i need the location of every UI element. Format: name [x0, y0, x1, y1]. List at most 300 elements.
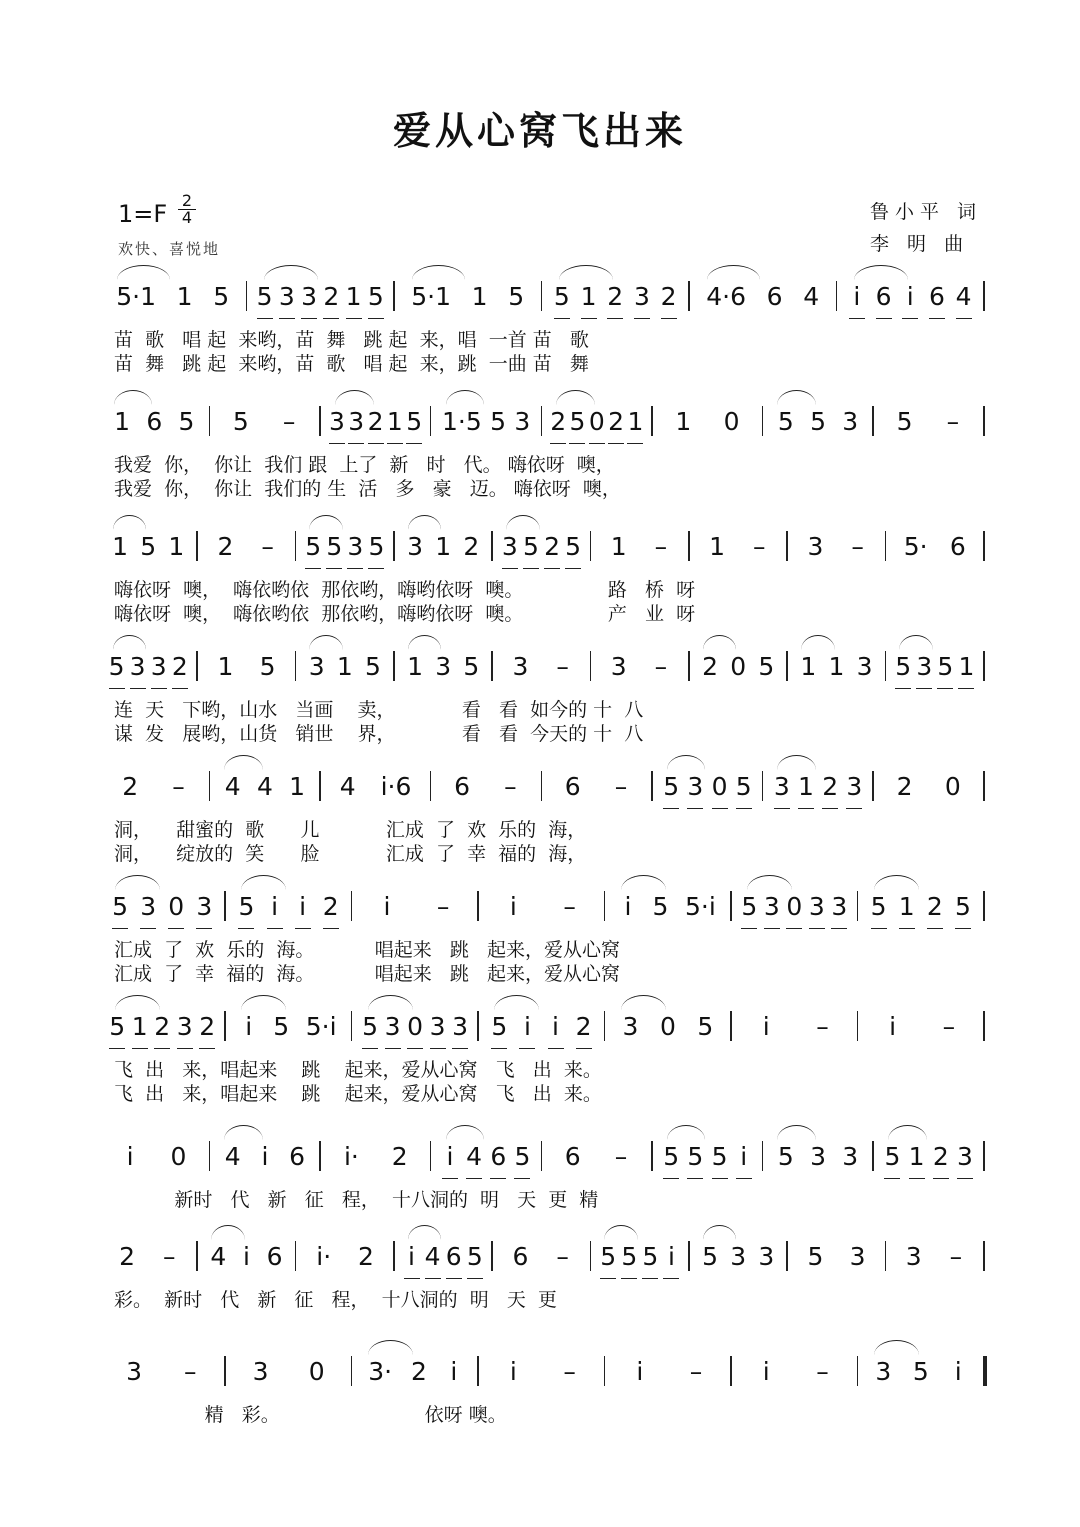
measure: [612, 1005, 724, 1055]
barline: [319, 1141, 321, 1171]
note: 3: [196, 892, 212, 929]
measure: [612, 1350, 724, 1400]
note: 5: [140, 532, 157, 561]
note: 2: [122, 772, 139, 801]
note: 3: [831, 892, 847, 929]
slur: [667, 1125, 706, 1140]
note: 6: [490, 1142, 506, 1179]
barline: [857, 1356, 859, 1386]
measure: [106, 1135, 203, 1185]
slur: [621, 995, 666, 1010]
measure: [499, 1235, 583, 1285]
barline: [590, 1241, 592, 1271]
slur: [446, 1125, 485, 1140]
measure: [549, 765, 646, 815]
measure: [359, 1350, 471, 1400]
note: 3: [810, 1142, 826, 1171]
barline: [872, 771, 874, 801]
slur: [874, 1340, 919, 1355]
note: 5: [491, 1012, 507, 1049]
note: 3: [764, 892, 780, 929]
note: 5: [687, 1142, 703, 1179]
notes-row: [100, 885, 985, 935]
note: 2: [172, 652, 188, 689]
note: 5: [467, 1242, 483, 1279]
barline: [491, 1241, 493, 1271]
lyric-line: 洞， 绽放的 笑 脸 汇成 了 幸 福的 海，: [114, 843, 587, 865]
barline: [224, 891, 226, 921]
barline: [872, 1141, 874, 1171]
slur: [888, 1125, 927, 1140]
note: –: [436, 892, 450, 921]
note: 1: [132, 1012, 148, 1049]
note: 5: [741, 892, 757, 929]
barline: [688, 651, 690, 681]
note: 5: [697, 1012, 714, 1041]
barline: [983, 651, 985, 681]
note: 1: [581, 282, 597, 319]
barline: [730, 891, 732, 921]
measure: [770, 400, 867, 450]
note: –: [851, 532, 864, 561]
measure: [598, 1235, 682, 1285]
note: 5: [368, 532, 384, 569]
slur: [211, 1225, 245, 1240]
barline: [477, 1011, 479, 1041]
note: 0: [712, 772, 728, 809]
slur: [408, 1225, 442, 1240]
note: 4: [210, 1242, 227, 1271]
note: 5: [368, 282, 384, 319]
note: –: [282, 407, 296, 436]
measure: [598, 525, 682, 575]
note: 6: [564, 1142, 581, 1171]
staff-system: [100, 885, 985, 983]
note: 5: [257, 282, 273, 319]
note: 3: [308, 652, 325, 681]
note: 1: [336, 652, 353, 681]
note: 2: [323, 282, 339, 319]
barline: [491, 651, 493, 681]
barline: [224, 1356, 226, 1386]
note: 5: [109, 1012, 125, 1049]
note: 0: [723, 407, 740, 436]
note: 4: [224, 1142, 241, 1171]
note: 3: [347, 532, 363, 569]
note: –: [654, 652, 668, 681]
measure: [401, 645, 485, 695]
measure: [106, 525, 190, 575]
measure: [106, 1005, 218, 1055]
notes-row: [100, 1235, 985, 1285]
note: 3: [875, 1357, 892, 1386]
barline: [885, 1241, 887, 1271]
barline: [351, 1356, 353, 1386]
note: –: [614, 1142, 628, 1171]
measure: [696, 645, 780, 695]
note: 3: [329, 407, 345, 444]
slur: [408, 635, 442, 650]
note: 0: [168, 892, 184, 929]
barline: [872, 406, 874, 436]
note: 5: [895, 652, 911, 689]
measure: [549, 275, 683, 325]
note: 3: [846, 772, 862, 809]
barline: [786, 531, 788, 561]
note: 5: [702, 1242, 718, 1271]
note: –: [184, 1357, 197, 1386]
measure: [659, 765, 756, 815]
note: 2: [607, 282, 623, 319]
note: 2: [463, 532, 480, 561]
measure: [738, 1005, 850, 1055]
barline: [319, 771, 321, 801]
note: i: [954, 1357, 962, 1386]
lyric-line: 谋 发 展哟，山货 销世 界， 看 看 今天的 十 八: [114, 723, 644, 745]
barline: [651, 771, 653, 801]
lyric-line: 嗨依呀 噢， 嗨依哟依 那依哟，嗨哟依呀 噢。 路 桥 呀: [114, 579, 696, 601]
note: 3: [730, 1242, 747, 1271]
composer-credit: 李 明 曲: [870, 233, 970, 255]
barline: [196, 651, 198, 681]
note: 3: [430, 1012, 446, 1049]
note: 5: [463, 652, 480, 681]
note: 2: [391, 1142, 408, 1171]
note: i: [509, 892, 517, 921]
note: 6: [766, 282, 783, 311]
note: –: [556, 1242, 569, 1271]
note: 5: [663, 1142, 679, 1179]
measure: [893, 645, 977, 695]
barline: [983, 891, 985, 921]
note: 6: [876, 282, 892, 319]
barline: [983, 1356, 987, 1386]
measure: [844, 275, 978, 325]
note: i: [519, 1012, 535, 1049]
measure: [696, 525, 780, 575]
note: 4: [339, 772, 356, 801]
note: 5: [736, 772, 752, 809]
note: 3: [905, 1242, 922, 1271]
staff-system: [100, 1350, 985, 1424]
note: 1: [112, 532, 128, 561]
slur: [446, 390, 485, 405]
note: 3: [177, 1012, 193, 1049]
staff-system: [100, 400, 985, 498]
staff-system: [100, 525, 985, 623]
measure: [659, 400, 756, 450]
note: 3: [774, 772, 790, 809]
note: 5: [490, 407, 507, 436]
note: 5: [232, 407, 249, 436]
barline: [477, 891, 479, 921]
song-title: 爱从心窝飞出来: [392, 108, 687, 153]
measure: [106, 400, 203, 450]
note: 0: [730, 652, 747, 681]
barline: [491, 531, 493, 561]
measure: [499, 525, 583, 575]
slur: [559, 265, 612, 280]
barline: [477, 1356, 479, 1386]
note: 1: [798, 772, 814, 809]
note: 3: [407, 532, 423, 561]
note: 5: [326, 532, 342, 569]
note: 5: [937, 652, 953, 689]
barline: [295, 1241, 297, 1271]
note: 5: [178, 407, 195, 436]
measure: [106, 1350, 218, 1400]
barline: [983, 1141, 985, 1171]
note: 1: [176, 282, 193, 311]
note: 5: [305, 532, 321, 569]
note: 1: [114, 407, 131, 436]
measure: [217, 1135, 314, 1185]
lyric-line: 汇成 了 幸 福的 海。 唱起来 跳 起来，爱从心窝: [114, 963, 620, 985]
notes-row: [100, 765, 985, 815]
barline: [351, 1011, 353, 1041]
lyric-line: 苗 歌 唱 起 来哟，苗 舞 跳 起 来，唱 一首 苗 歌: [114, 329, 589, 351]
slur: [703, 635, 737, 650]
note: 1: [387, 407, 403, 444]
note: 5: [273, 1012, 290, 1041]
note: 6: [454, 772, 470, 801]
note: 4: [803, 282, 820, 311]
barline: [688, 1241, 690, 1271]
measure: [485, 1350, 597, 1400]
barline: [430, 1141, 432, 1171]
measure: [106, 765, 203, 815]
measure: [485, 1005, 597, 1055]
staff-system: [100, 765, 985, 863]
note: 4: [425, 1242, 441, 1279]
note: i: [404, 1242, 420, 1279]
slur: [408, 515, 442, 530]
note: 5: [912, 1357, 929, 1386]
measure: [880, 765, 977, 815]
barline: [393, 651, 395, 681]
note: 1: [627, 407, 643, 444]
note: 5: [523, 532, 539, 569]
note: 3: [622, 1012, 639, 1041]
barline: [541, 281, 543, 311]
slur: [777, 390, 816, 405]
note: 3: [807, 532, 824, 561]
slur: [667, 755, 706, 770]
lyric-line: 我爱 你， 你让 我们的 生 活 多 豪 迈。 嗨依呀 噢，: [114, 478, 621, 500]
measure: [696, 275, 830, 325]
note: 5: [238, 892, 254, 929]
note: 5: [364, 652, 381, 681]
note: 5: [955, 892, 971, 929]
note: –: [816, 1012, 829, 1041]
measure: [106, 1235, 190, 1285]
note: 2: [544, 532, 560, 569]
measure: [738, 1350, 850, 1400]
measure: [438, 400, 535, 450]
key-signature: 1=F: [118, 200, 168, 228]
note: 5: [565, 532, 581, 569]
measure: [549, 1135, 646, 1185]
slur: [335, 390, 374, 405]
slur: [115, 875, 160, 890]
note: 5: [712, 1142, 728, 1179]
barline: [604, 891, 606, 921]
note: 3: [126, 1357, 143, 1386]
note: 3: [514, 407, 531, 436]
note: i: [126, 1142, 134, 1171]
measure: [232, 1350, 344, 1400]
note: –: [942, 1012, 956, 1041]
measure: [549, 400, 646, 450]
note: 2: [933, 1142, 949, 1179]
slur: [224, 755, 263, 770]
slur: [854, 265, 907, 280]
lyric-line: 洞， 甜蜜的 歌 儿 汇成 了 欢 乐的 海，: [114, 819, 587, 841]
note: 1: [800, 652, 817, 681]
note: 2: [411, 1357, 427, 1386]
measure: [794, 645, 878, 695]
slur: [494, 995, 539, 1010]
note: –: [563, 1357, 576, 1386]
barline: [983, 771, 985, 801]
note: i: [624, 892, 632, 921]
note: 6: [512, 1242, 529, 1271]
measure: [204, 525, 288, 575]
barline: [983, 1011, 985, 1041]
note: 6: [446, 1242, 462, 1279]
note: 2: [927, 892, 943, 929]
note: –: [261, 532, 274, 561]
lyric-line: 嗨依呀 噢， 嗨依哟依 那依哟，嗨哟依呀 噢。 产 业 呀: [114, 603, 696, 625]
note: 1: [709, 532, 726, 561]
notes-row: [100, 645, 985, 695]
note: 3: [610, 652, 627, 681]
lyric-line: 新时 代 新 征 程， 十八洞的 明 天 更 精: [114, 1189, 599, 1211]
slur: [115, 995, 160, 1010]
barline: [983, 531, 985, 561]
measure: [598, 645, 682, 695]
note: 1: [675, 407, 692, 436]
measure: [254, 275, 388, 325]
note: 2: [217, 532, 234, 561]
measure: [401, 275, 535, 325]
measure: [106, 885, 218, 935]
lyric-line: 飞 出 来，唱起来 跳 起来，爱从心窝 飞 出 来。: [114, 1059, 602, 1081]
slur: [747, 875, 792, 890]
slur: [556, 390, 595, 405]
barline: [541, 406, 543, 436]
note: i: [261, 1142, 269, 1171]
note: 3: [957, 1142, 973, 1179]
note: 2: [357, 1242, 374, 1271]
barline: [209, 406, 211, 436]
slur: [707, 265, 760, 280]
note: 5·1: [116, 282, 157, 311]
measure: [438, 1135, 535, 1185]
measure: [303, 1235, 387, 1285]
meter-top: 2: [181, 191, 193, 210]
tempo-marking: 欢快、喜悦地: [118, 240, 221, 258]
note: i: [762, 1357, 770, 1386]
note: 3: [151, 652, 167, 689]
note: 3: [842, 1142, 859, 1171]
barline: [786, 651, 788, 681]
note: 5: [871, 892, 887, 929]
notes-row: [100, 275, 985, 325]
slur: [777, 755, 816, 770]
note: 5: [777, 407, 794, 436]
measure: [327, 400, 424, 450]
note: 3: [252, 1357, 269, 1386]
slur: [241, 995, 286, 1010]
barline: [393, 531, 395, 561]
barline: [246, 281, 248, 311]
barline: [196, 1241, 198, 1271]
note: 2: [368, 407, 384, 444]
barline: [857, 891, 859, 921]
note: 4·6: [706, 282, 747, 311]
note: 6: [146, 407, 163, 436]
measure: [865, 885, 977, 935]
measure: [794, 1235, 878, 1285]
barline: [836, 281, 838, 311]
barline: [651, 406, 653, 436]
barline: [762, 771, 764, 801]
note: 5: [884, 1142, 900, 1179]
staff-system: [100, 1135, 985, 1209]
measure: [359, 1005, 471, 1055]
note: 3: [856, 652, 873, 681]
note: 3: [842, 407, 859, 436]
note: i: [245, 1012, 253, 1041]
note: –: [752, 532, 766, 561]
note: 2: [323, 892, 339, 929]
slur: [604, 1225, 638, 1240]
note: i: [663, 1242, 679, 1279]
note: 5: [109, 652, 125, 689]
note: i: [383, 892, 391, 921]
measure: [106, 645, 190, 695]
note: 6: [289, 1142, 306, 1171]
notes-row: [100, 525, 985, 575]
barline: [604, 1356, 606, 1386]
note: 1: [471, 282, 488, 311]
note: 3: [809, 892, 825, 929]
barline: [651, 1141, 653, 1171]
note: 1: [909, 1142, 925, 1179]
note: i: [889, 1012, 897, 1041]
slur: [874, 875, 919, 890]
note: –: [614, 772, 628, 801]
note: i: [243, 1242, 250, 1271]
note: i: [548, 1012, 564, 1049]
note: 5: [652, 892, 669, 921]
note: i·: [343, 1142, 359, 1171]
note: 5: [508, 282, 525, 311]
note: 5: [663, 772, 679, 809]
note: 2: [896, 772, 913, 801]
note: 2: [608, 407, 624, 444]
note: 5: [514, 1142, 530, 1179]
note: i: [902, 282, 918, 319]
slur: [368, 995, 413, 1010]
measure: [794, 525, 878, 575]
staff-system: [100, 645, 985, 743]
note: i·6: [380, 772, 412, 801]
slur: [114, 390, 153, 405]
note: 3: [435, 652, 452, 681]
slur: [506, 515, 540, 530]
